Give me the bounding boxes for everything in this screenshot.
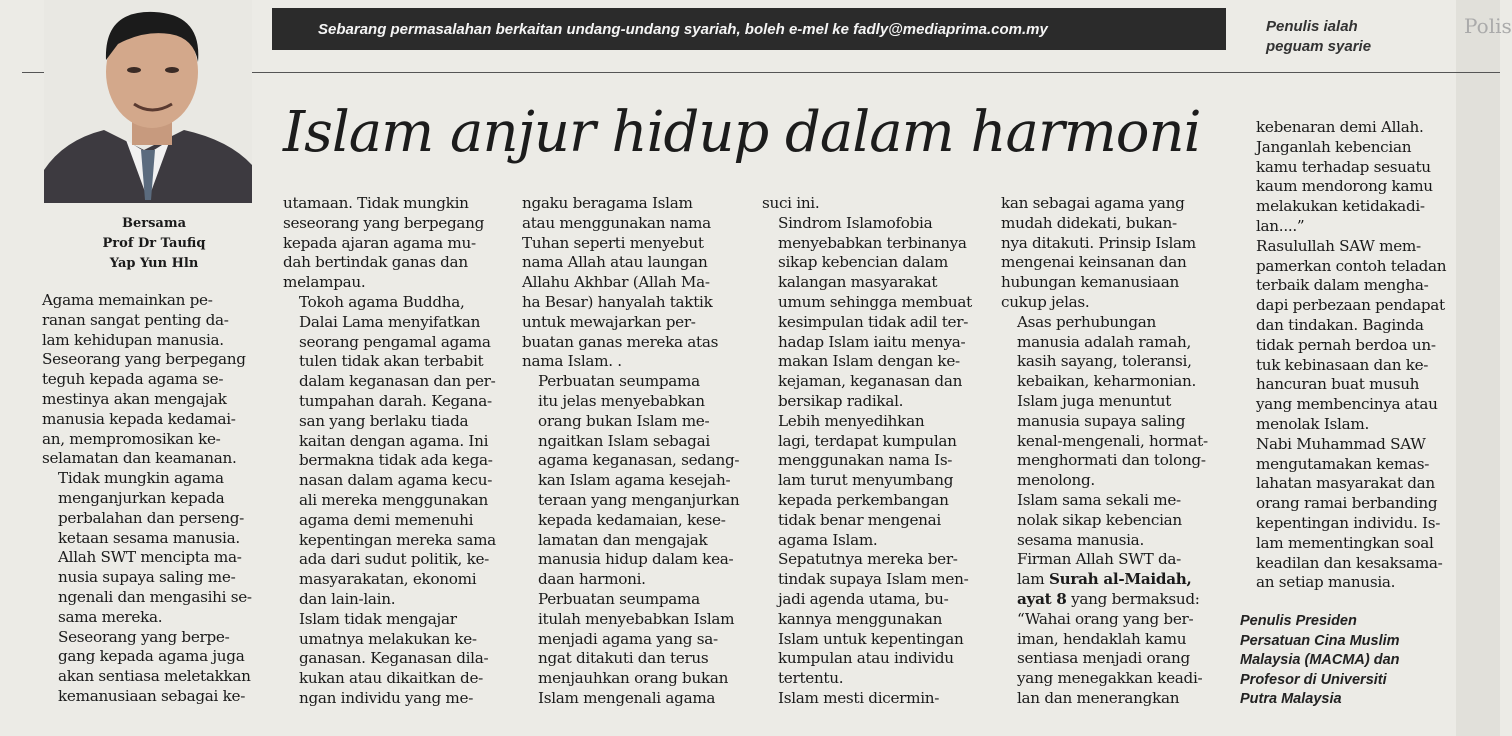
text-line: itu jelas menyebabkan [538,391,705,410]
text-line: dah bertindak ganas dan [283,253,468,272]
text-line: umum sehingga membuat [778,292,972,311]
text-line: Islam mesti dicermin- [778,688,940,707]
paragraph [1240,237,1450,435]
paragraph [762,550,992,689]
text-line: kebaikan, keharmonian. [1017,372,1197,391]
author-photo [44,0,252,203]
byline-line: Bersama [121,216,187,231]
text-line: Islam untuk kepentingan [778,629,964,648]
text-line: kaum mendorong kamu [1256,177,1433,196]
text-line: dapi perbezaan pendapat [1256,296,1445,315]
author-note [1240,612,1460,710]
text-line: lamatan dan mengajak [538,530,708,549]
text-line: Perbuatan seumpama [538,372,700,391]
text-line: agama Islam. [778,530,878,549]
text-line: umatnya melakukan ke- [299,629,477,648]
text-line: manusia adalah ramah, [1017,332,1191,351]
text-line: Dalai Lama menyifatkan [299,312,481,331]
text-line: ketaan sesama manusia. [58,528,240,547]
text-line: untuk mewajarkan per- [522,312,696,331]
text-line: lam Surah al-Maidah, [1017,570,1192,589]
text-line: tidak benar mengenai [778,510,941,529]
text-line: seseorang yang berpegang [283,213,485,232]
text-line: menolak Islam. [1256,414,1369,433]
text-line: kasih sayang, toleransi, [1017,352,1192,371]
paragraph [1001,550,1219,708]
text-line: kenal-mengenali, hormat- [1017,431,1208,450]
text-line: kumpulan atau individu [778,649,954,668]
text-line: bermakna tidak ada kega- [299,451,493,470]
text-line: nusia supaya saling me- [58,568,236,587]
text-line: kejaman, keganasan dan [778,372,963,391]
text-line: ali mereka menggunakan [299,490,488,509]
text-line: kemanusiaan sebagai ke- [58,686,246,705]
text-line: orang bukan Islam me- [538,411,710,430]
text-line: menggunakan nama Is- [778,451,953,470]
text-line: ranan sangat penting da- [42,310,229,329]
writer-note-line: peguam syarie [1266,38,1372,55]
paragraph [522,194,748,372]
text-line: Islam sama sekali me- [1017,490,1181,509]
text-line: Asas perhubungan [1017,312,1157,331]
text-line: Tidak mungkin agama [58,469,224,488]
text-line: gang kepada agama juga [58,647,245,666]
paragraph [42,469,264,627]
paragraph [283,194,509,293]
contact-banner-text: Sebarang permasalahan berkaitan undang-undang syariah, boleh e-mel ke fadly@mediaprima.com.my [318,20,1048,38]
text-line: Islam mengenali agama [538,688,716,707]
text-line: Firman Allah SWT da- [1017,550,1181,569]
article-headline: Islam anjur hidup dalam harmoni [283,100,1201,165]
text-line: cukup jelas. [1001,292,1090,311]
text-line: teraan yang menganjurkan [538,490,740,509]
text-line: melakukan ketidakadi- [1256,197,1425,216]
text-line: atau menggunakan nama [522,213,711,232]
text-line: an setiap manusia. [1256,573,1396,592]
text-line: teguh kepada agama se- [42,370,224,389]
text-line: ada dari sudut politik, ke- [299,550,490,569]
text-line: kepada kedamaian, kese- [538,510,726,529]
article-column-5 [1001,194,1219,709]
text-line: Islam juga menuntut [1017,391,1172,410]
text-line: kukan atau dikaitkan de- [299,669,483,688]
text-line: hadap Islam iaitu menya- [778,332,966,351]
text-line: mengutamakan kemas- [1256,454,1430,473]
paragraph [42,291,264,469]
text-line: Tokoh agama Buddha, [299,292,465,311]
text-line: keadilan dan kesaksama- [1256,553,1443,572]
text-line: daan harmoni. [538,570,646,589]
text-line: san yang berlaku tiada [299,411,469,430]
byline [44,214,264,274]
text-line: Nabi Muhammad SAW [1256,434,1426,453]
text-line: Perbuatan seumpama [538,589,700,608]
text-line: terbaik dalam mengha- [1256,276,1429,295]
text-line: manusia kepada kedamai- [42,409,236,428]
text-line: nasan dalam agama kecu- [299,471,493,490]
writer-note [1266,17,1426,57]
text-line: menghormati dan tolong- [1017,451,1206,470]
text-line: yang menegakkan keadi- [1017,669,1203,688]
byline-line: Yap Yun Hln [109,256,199,271]
text-line: tindak supaya Islam men- [778,570,969,589]
text-line: dan lain-lain. [299,589,396,608]
text-line: kaitan dengan agama. Ini [299,431,489,450]
text-line: ngenali dan mengasihi se- [58,587,252,606]
text-line: kan sebagai agama yang [1001,194,1185,212]
text-line: ngaku beragama Islam [522,194,693,212]
adjacent-page-text: Polis [1464,14,1512,38]
paragraph [762,214,992,412]
text-line: pamerkan contoh teladan [1256,256,1447,275]
paragraph [283,610,509,709]
contact-banner [272,8,1226,50]
text-line: yang membencinya atau [1256,395,1438,414]
text-line: tuk kebinasaan dan ke- [1256,355,1429,374]
text-line: an, mempromosikan ke- [42,429,221,448]
text-line: hubungan kemanusiaan [1001,273,1179,292]
text-line: orang ramai berbanding [1256,494,1438,513]
writer-note-line: Penulis ialah [1266,18,1358,35]
text-line: lam mementingkan soal [1256,533,1434,552]
article-column-4 [762,194,992,709]
text-line: kepentingan individu. Is- [1256,513,1441,532]
text-line: ha Besar) hanyalah taktik [522,292,713,311]
text-line: lagi, terdapat kumpulan [778,431,957,450]
article-column-6 [1240,118,1450,593]
text-line: suci ini. [762,194,820,212]
text-line: Rasulullah SAW mem- [1256,236,1421,255]
text-line: selamatan dan keamanan. [42,449,237,468]
text-line: masyarakatan, ekonomi [299,570,477,589]
text-line: jadi agenda utama, bu- [778,589,949,608]
text-line: nama Allah atau laungan [522,253,708,272]
article-column-3 [522,194,748,709]
paragraph [1240,118,1450,237]
author-portrait-illustration [44,0,252,203]
article-column-1 [42,291,264,707]
text-line: kesimpulan tidak adil ter- [778,312,969,331]
text-line: buatan ganas mereka atas [522,332,719,351]
text-line: Seseorang yang berpe- [58,627,230,646]
text-line: kepada perkembangan [778,490,949,509]
text-line: melampau. [283,273,366,292]
article-column-2 [283,194,509,709]
text-line: ngat ditakuti dan terus [538,649,709,668]
text-line: kannya menggunakan [778,609,943,628]
text-line: menolong. [1017,471,1095,490]
text-line: manusia supaya saling [1017,411,1186,430]
text-line: nama Islam. . [522,352,622,371]
text-line: kepada ajaran agama mu- [283,233,476,252]
text-line: utamaan. Tidak mungkin [283,194,469,212]
text-line: lahatan masyarakat dan [1256,474,1435,493]
text-line: akan sentiasa meletakkan [58,667,251,686]
text-line: tidak pernah berdoa un- [1256,335,1436,354]
text-line: perbalahan dan perseng- [58,508,244,527]
text-line: Allahu Akhbar (Allah Ma- [522,273,710,292]
text-line: Allah SWT mencipta ma- [58,548,242,567]
paragraph [762,689,992,709]
text-line: agama keganasan, sedang- [538,451,740,470]
text-line: itulah menyebabkan Islam [538,609,735,628]
text-line: dalam keganasan dan per- [299,372,496,391]
paragraph [1001,194,1219,313]
text-line: mestinya akan mengajak [42,389,227,408]
paragraph [762,194,992,214]
text-line: menjauhkan orang bukan [538,669,729,688]
text-line: lam turut menyumbang [778,471,954,490]
paragraph [1240,435,1450,593]
text-line: dan tindakan. Baginda [1256,315,1424,334]
text-line: Sindrom Islamofobia [778,213,933,232]
text-line: Islam tidak mengajar [299,609,457,628]
text-line: ngan individu yang me- [299,688,474,707]
text-line: sikap kebencian dalam [778,253,948,272]
text-line: lam kehidupan manusia. [42,330,224,349]
text-line: hancuran buat musuh [1256,375,1420,394]
text-line: ganasan. Keganasan dila- [299,649,489,668]
author-note-line: Persatuan Cina Muslim [1240,632,1400,649]
text-line: menganjurkan kepada [58,488,225,507]
text-line: kepentingan mereka sama [299,530,496,549]
text-line: ayat 8 yang bermaksud: [1017,589,1200,608]
text-line: Tuhan seperti menyebut [522,233,704,252]
text-line: kebenaran demi Allah. [1256,118,1424,136]
text-line: nolak sikap kebencian [1017,510,1182,529]
text-line: Lebih menyedihkan [778,411,925,430]
paragraph [762,412,992,551]
text-line: iman, hendaklah kamu [1017,629,1187,648]
text-line: manusia hidup dalam kea- [538,550,734,569]
paragraph [42,628,264,707]
author-note-line: Penulis Presiden [1240,613,1357,629]
text-line: seorang pengamal agama [299,332,491,351]
text-line: menjadi agama yang sa- [538,629,718,648]
text-line: ngaitkan Islam sebagai [538,431,710,450]
text-line: tumpahan darah. Kegana- [299,391,492,410]
paragraph [522,590,748,709]
text-line: agama demi memenuhi [299,510,474,529]
text-line: “Wahai orang yang ber- [1017,609,1194,628]
text-line: Seseorang yang berpegang [42,350,246,369]
text-line: mengenai keinsanan dan [1001,253,1187,272]
text-line: kan Islam agama kesejah- [538,471,731,490]
text-line: makan Islam dengan ke- [778,352,960,371]
text-line: sama mereka. [58,607,163,626]
paragraph [522,372,748,590]
text-line: menyebabkan terbinanya [778,233,967,252]
paragraph [1001,313,1219,491]
text-line: tulen tidak akan terbabit [299,352,484,371]
author-note-line: Profesor di Universiti [1240,671,1387,688]
text-line: nya ditakuti. Prinsip Islam [1001,233,1196,252]
text-line: tertentu. [778,669,844,688]
text-line: kamu terhadap sesuatu [1256,157,1431,176]
text-line: lan....” [1256,216,1305,235]
adjacent-page-edge [1456,0,1512,736]
byline-line: Prof Dr Taufiq [102,236,206,251]
text-line: Sepatutnya mereka ber- [778,550,958,569]
text-line: Agama memainkan pe- [42,291,213,309]
text-line: kalangan masyarakat [778,273,938,292]
text-line: Janganlah kebencian [1256,137,1412,156]
text-line: bersikap radikal. [778,391,904,410]
author-note-line: Malaysia (MACMA) dan [1240,652,1400,668]
text-line: mudah didekati, bukan- [1001,213,1177,232]
paragraph [283,293,509,610]
paragraph [1001,491,1219,550]
text-line: sentiasa menjadi orang [1017,649,1190,668]
text-line: lan dan menerangkan [1017,688,1180,707]
text-line: sesama manusia. [1017,530,1144,549]
author-note-line: Putra Malaysia [1240,691,1342,707]
